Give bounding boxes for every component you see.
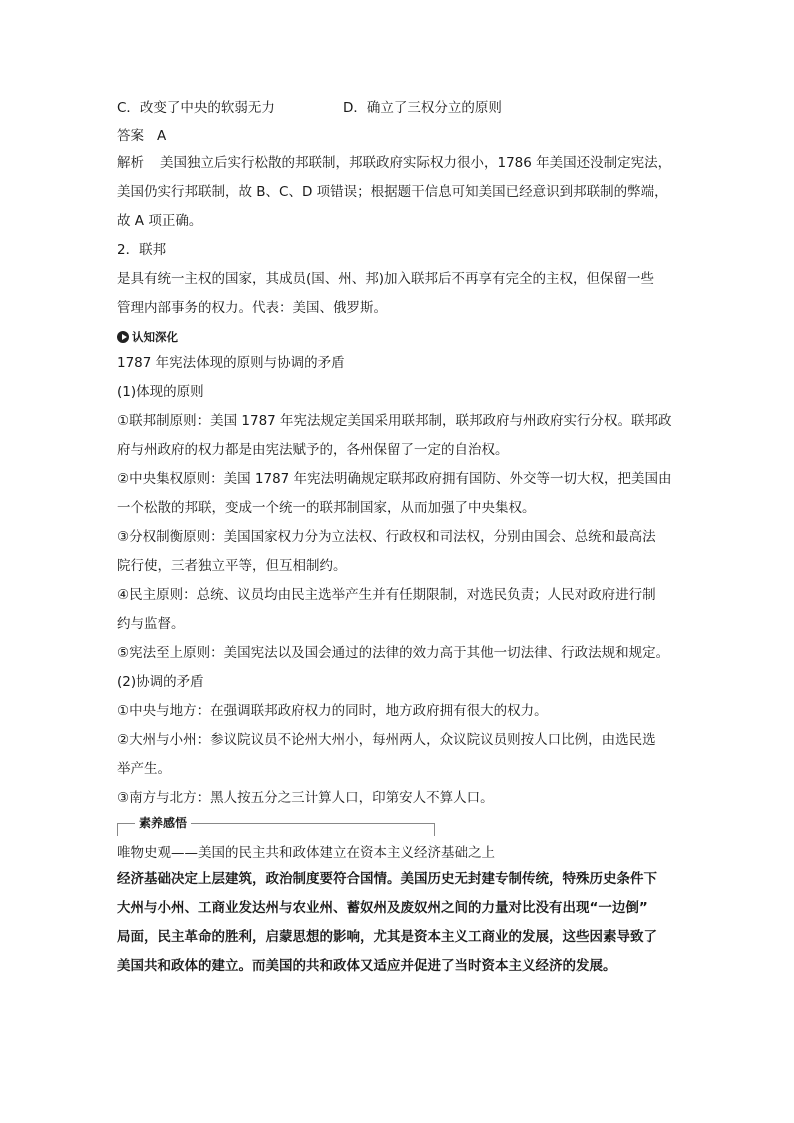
principle-line: 约与监督。 — [117, 616, 185, 632]
option-c: C．改变了中央的软弱无力 — [117, 100, 275, 116]
principle-line: ⑤宪法至上原则：美国宪法以及国会通过的法律的效力高于其他一切法律、行政法规和规定。 — [117, 645, 670, 661]
literacy-box-header — [117, 816, 682, 837]
conflict-line: ①中央与地方：在强调联邦政府权力的同时，地方政府拥有很大的权力。 — [117, 703, 548, 719]
principle-line: 院行使，三者独立平等，但互相制约。 — [117, 558, 347, 574]
answer-line — [117, 123, 682, 149]
deepen-title: 认知深化 — [132, 330, 178, 344]
literacy-title: 唯物史观——美国的民主共和政体建立在资本主义经济基础之上 — [117, 845, 495, 861]
federal-line: 管理内部事务的权力。代表：美国、俄罗斯。 — [117, 300, 387, 316]
principle-line: ②中央集权原则：美国 1787 年宪法明确规定联邦政府拥有国防、外交等一切大权，把美国由 — [117, 471, 672, 487]
options-row — [117, 94, 682, 123]
literacy-line: 局面，民主革命的胜利，启蒙思想的影响，尤其是资本主义工商业的发展，这些因素导致了 — [117, 929, 657, 945]
deepen-topic: 1787 年宪法体现的原则与协调的矛盾 — [117, 355, 345, 371]
literacy-line: 大州与小州、工商业发达州与农业州、蓄奴州及废奴州之间的力量对比没有出现“一边倒” — [117, 900, 648, 916]
answer-label: 答案 — [117, 128, 144, 144]
deepen-heading — [117, 325, 682, 349]
principle-line: 府与州政府的权力都是由宪法赋予的，各州保留了一定的自治权。 — [117, 442, 509, 458]
conflict-line: 举产生。 — [117, 761, 171, 777]
answer-value: A — [157, 128, 167, 144]
conflict-line: ③南方与北方：黑人按五分之三计算人口，印第安人不算人口。 — [117, 790, 494, 806]
literacy-line: 美国共和政体的建立。而美国的共和政体又适应并促进了当时资本主义经济的发展。 — [117, 958, 617, 974]
principle-line: ①联邦制原则：美国 1787 年宪法规定美国采用联邦制，联邦政府与州政府实行分权。联邦政 — [117, 413, 672, 429]
principle-line: ④民主原则：总统、议员均由民主选举产生并有任期限制，对选民负责；人民对政府进行制 — [117, 587, 656, 603]
principle-line: ③分权制衡原则：美国国家权力分为立法权、行政权和司法权，分别由国会、总统和最高法 — [117, 529, 656, 545]
literacy-label: 素养感悟 — [135, 814, 191, 832]
conflicts-heading: (2)协调的矛盾 — [117, 674, 204, 690]
principles-heading: (1)体现的原则 — [117, 384, 204, 400]
analysis-line: 美国独立后实行松散的邦联制，邦联政府实际权力很小，1786 年美国还没制定宪法， — [160, 155, 672, 171]
document-page — [117, 94, 682, 981]
federal-line: 是具有统一主权的国家，其成员(国、州、邦)加入联邦后不再享有完全的主权，但保留一些 — [117, 271, 655, 287]
federal-heading: 2．联邦 — [117, 242, 167, 258]
play-circle-icon — [117, 331, 129, 343]
analysis-line: 美国仍实行邦联制，故 B、C、D 项错误；根据题干信息可知美国已经意识到邦联制的弊端， — [117, 184, 668, 200]
analysis-block — [117, 149, 682, 236]
literacy-line: 经济基础决定上层建筑，政治制度要符合国情。美国历史无封建专制传统，特殊历史条件下 — [117, 871, 657, 887]
principle-line: 一个松散的邦联，变成一个统一的联邦制国家，从而加强了中央集权。 — [117, 500, 536, 516]
analysis-line: 故 A 项正确。 — [117, 213, 203, 229]
conflict-line: ②大州与小州：参议院议员不论州大州小，每州两人，众议院议员则按人口比例，由选民选 — [117, 732, 656, 748]
option-d: D．确立了三权分立的原则 — [343, 100, 502, 116]
analysis-label: 解析 — [117, 155, 144, 171]
